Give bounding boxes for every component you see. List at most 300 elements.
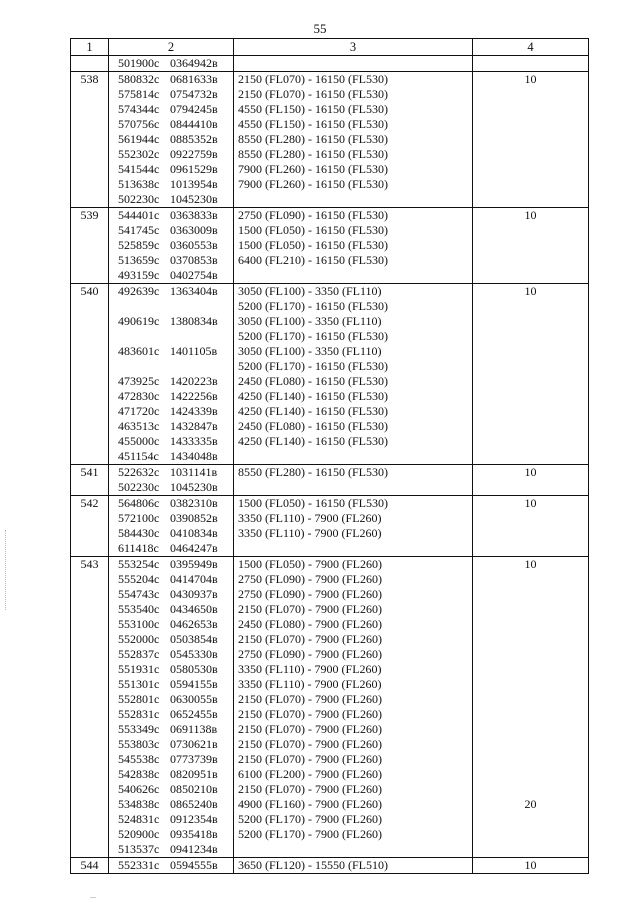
altitude-range: 2450 (FL080) - 16150 (FL530) [238, 374, 388, 388]
altitude-range: 5200 (FL170) - 16150 (FL530) [238, 299, 388, 313]
latitude: 553254с [118, 557, 160, 571]
altitude-range: 2150 (FL070) - 7900 (FL260) [238, 692, 382, 706]
latitude: 455000с [118, 434, 160, 448]
value [473, 602, 588, 617]
altitude-range: 1500 (FL050) - 16150 (FL530) [238, 496, 388, 510]
longitude: 0382310в [170, 496, 218, 510]
altitude-range-cell [234, 465, 473, 496]
zone-number-cell [71, 496, 109, 557]
latitude: 463513с [118, 419, 160, 433]
coordinate-line [109, 541, 233, 556]
value [473, 389, 588, 404]
altitude-range [234, 449, 472, 464]
value [473, 647, 588, 662]
value [473, 511, 588, 526]
table-header-row [71, 39, 589, 56]
altitude-range: 2150 (FL070) - 7900 (FL260) [238, 707, 382, 721]
altitude-range: 3350 (FL110) - 7900 (FL260) [238, 526, 382, 540]
coordinate-line [109, 662, 233, 677]
latitude: 552837с [118, 647, 160, 661]
latitude: 492639с [118, 284, 160, 298]
zone-row [71, 496, 589, 557]
longitude: 1013954в [170, 177, 218, 191]
altitude-range: 4900 (FL160) - 7900 (FL260) [238, 797, 382, 811]
coordinates-cell [109, 858, 234, 874]
altitude-range: 2150 (FL070) - 7900 (FL260) [238, 752, 382, 766]
value-cell [473, 208, 589, 284]
value-cell [473, 56, 589, 72]
altitude-range: 2150 (FL070) - 7900 (FL260) [238, 632, 382, 646]
value [473, 632, 588, 647]
altitude-range: 4550 (FL150) - 16150 (FL530) [238, 117, 388, 131]
latitude: 540626с [118, 782, 160, 796]
value [473, 842, 588, 857]
longitude: 0885352в [170, 132, 218, 146]
longitude: 1380834в [170, 314, 218, 328]
coordinate-line [109, 299, 233, 314]
value [473, 480, 588, 495]
longitude: 0691138в [170, 722, 218, 736]
altitude-range: 3050 (FL100) - 3350 (FL110) [238, 314, 382, 328]
altitude-range: 2750 (FL090) - 7900 (FL260) [238, 572, 382, 586]
coordinate-line [109, 268, 233, 283]
longitude: 0820951в [170, 767, 218, 781]
coordinate-line [109, 117, 233, 132]
coordinate-line [109, 449, 233, 464]
longitude: 0414704в [170, 572, 218, 586]
value [473, 268, 588, 283]
latitude: 553803с [118, 737, 160, 751]
latitude: 483601с [118, 344, 160, 358]
coordinate-line [109, 147, 233, 162]
value: 10 [524, 72, 537, 86]
altitude-range-cell [234, 56, 473, 72]
value [473, 449, 588, 464]
altitude-range: 5200 (FL170) - 7900 (FL260) [238, 827, 382, 841]
coordinates-cell [109, 557, 234, 858]
longitude: 0462653в [170, 617, 218, 631]
value [473, 692, 588, 707]
altitude-range: 4250 (FL140) - 16150 (FL530) [238, 389, 388, 403]
value-cell [473, 858, 589, 874]
altitude-range: 2750 (FL090) - 7900 (FL260) [238, 587, 382, 601]
coordinate-line [109, 632, 233, 647]
coordinate-line [109, 87, 233, 102]
value [473, 812, 588, 827]
altitude-range: 8550 (FL280) - 16150 (FL530) [238, 132, 388, 146]
longitude: 0363833в [170, 208, 218, 222]
latitude: 552331с [118, 858, 160, 872]
altitude-range: 2450 (FL080) - 7900 (FL260) [238, 617, 382, 631]
value [473, 102, 588, 117]
value [473, 767, 588, 782]
altitude-range: 2150 (FL070) - 7900 (FL260) [238, 722, 382, 736]
value [473, 299, 588, 314]
altitude-range: 1500 (FL050) - 16150 (FL530) [238, 238, 388, 252]
altitude-range: 6400 (FL210) - 16150 (FL530) [238, 253, 388, 267]
zone-number-cell [71, 858, 109, 874]
latitude: 473925с [118, 374, 160, 388]
value: 10 [524, 208, 537, 222]
latitude: 552000с [118, 632, 160, 646]
value: 10 [524, 465, 537, 479]
value: 10 [524, 858, 537, 872]
altitude-range: 3350 (FL110) - 7900 (FL260) [238, 511, 382, 525]
latitude: 554743с [118, 587, 160, 601]
zone-number: 544 [80, 858, 99, 872]
value [473, 707, 588, 722]
coordinate-line [109, 602, 233, 617]
value [473, 132, 588, 147]
value [473, 147, 588, 162]
altitude-range: 3050 (FL100) - 3350 (FL110) [238, 284, 382, 298]
zone-row [71, 465, 589, 496]
altitude-range: 2750 (FL090) - 7900 (FL260) [238, 647, 382, 661]
coordinates-cell [109, 465, 234, 496]
longitude: 1420223в [170, 374, 218, 388]
altitude-range: 3350 (FL110) - 7900 (FL260) [238, 677, 382, 691]
latitude: 513659с [118, 253, 160, 267]
coordinate-line [109, 404, 233, 419]
altitude-range: 2150 (FL070) - 7900 (FL260) [238, 602, 382, 616]
altitude-range: 1500 (FL050) - 7900 (FL260) [238, 557, 382, 571]
altitude-range-cell [234, 496, 473, 557]
latitude: 471720с [118, 404, 160, 418]
altitude-range: 4250 (FL140) - 16150 (FL530) [238, 434, 388, 448]
zone-row [71, 284, 589, 465]
longitude: 0434650в [170, 602, 218, 616]
longitude: 0794245в [170, 102, 218, 116]
longitude: 0410834в [170, 526, 218, 540]
zone-number: 538 [80, 72, 99, 86]
longitude: 0545330в [170, 647, 218, 661]
column-header: 2 [109, 39, 234, 56]
longitude: 0370853в [170, 253, 218, 267]
scan-artifact [90, 897, 96, 898]
value [473, 177, 588, 192]
value: 10 [524, 284, 537, 298]
longitude: 0430937в [170, 587, 218, 601]
coordinate-line [109, 557, 233, 572]
latitude: 525859с [118, 238, 160, 252]
latitude: 580832с [118, 72, 160, 86]
value [473, 752, 588, 767]
latitude: 542838с [118, 767, 160, 781]
longitude: 1433335в [170, 434, 218, 448]
coordinate-line [109, 858, 233, 873]
value: 10 [524, 496, 537, 510]
zone-number: 541 [80, 465, 99, 479]
zone-number-cell [71, 56, 109, 72]
latitude: 502230с [118, 192, 160, 206]
longitude: 0941234в [170, 842, 218, 856]
value [473, 329, 588, 344]
latitude: 552801с [118, 692, 160, 706]
coordinate-line [109, 374, 233, 389]
coordinate-line [109, 223, 233, 238]
value [473, 192, 588, 207]
altitude-range: 3650 (FL120) - 15550 (FL510) [238, 858, 388, 872]
coordinate-line [109, 389, 233, 404]
coordinates-cell [109, 284, 234, 465]
zone-number-cell [71, 465, 109, 496]
longitude: 0395949в [170, 557, 218, 571]
latitude: 552302с [118, 147, 160, 161]
zone-row [71, 56, 589, 72]
zone-number-cell [71, 557, 109, 858]
value-cell [473, 284, 589, 465]
zone-number [71, 56, 108, 71]
value [473, 617, 588, 632]
value [473, 314, 588, 329]
latitude: 493159с [118, 268, 160, 282]
latitude: 524831с [118, 812, 160, 826]
latitude: 551931с [118, 662, 160, 676]
coordinates-cell [109, 496, 234, 557]
latitude: 513638с [118, 177, 160, 191]
coordinate-line [109, 284, 233, 299]
longitude: 0652455в [170, 707, 218, 721]
value [473, 526, 588, 541]
longitude: 0681633в [170, 72, 218, 86]
value-cell [473, 72, 589, 208]
coordinate-line [109, 329, 233, 344]
zone-row [71, 858, 589, 874]
coordinate-line [109, 344, 233, 359]
altitude-range [234, 842, 472, 857]
longitude: 0844410в [170, 117, 218, 131]
column-header: 3 [234, 39, 473, 56]
value [473, 162, 588, 177]
altitude-range: 4550 (FL150) - 16150 (FL530) [238, 102, 388, 116]
longitude: 0402754в [170, 268, 218, 282]
altitude-range: 2150 (FL070) - 7900 (FL260) [238, 782, 382, 796]
value [473, 737, 588, 752]
zone-number-cell [71, 208, 109, 284]
altitude-range: 6100 (FL200) - 7900 (FL260) [238, 767, 382, 781]
latitude: 555204с [118, 572, 160, 586]
coordinate-line [109, 238, 233, 253]
altitude-range: 8550 (FL280) - 16150 (FL530) [238, 147, 388, 161]
coordinate-line [109, 677, 233, 692]
longitude: 0754732в [170, 87, 218, 101]
coordinate-line [109, 132, 233, 147]
zone-number: 539 [80, 208, 99, 222]
latitude: 575814с [118, 87, 160, 101]
longitude: 0363009в [170, 223, 218, 237]
table-body [71, 56, 589, 874]
latitude: 513537с [118, 842, 160, 856]
value [473, 662, 588, 677]
longitude: 0922759в [170, 147, 218, 161]
latitude: 451154с [118, 449, 159, 463]
coordinate-line [109, 192, 233, 207]
longitude: 0773739в [170, 752, 218, 766]
zone-row [71, 72, 589, 208]
longitude: 0630055в [170, 692, 218, 706]
coordinate-line [109, 617, 233, 632]
latitude: 541745с [118, 223, 160, 237]
latitude: 544401с [118, 208, 160, 222]
longitude: 0390852в [170, 511, 218, 525]
longitude: 1045230в [170, 480, 218, 494]
latitude: 472830с [118, 389, 160, 403]
value [473, 253, 588, 268]
longitude: 1422256в [170, 389, 218, 403]
zone-number-cell [71, 284, 109, 465]
value [473, 572, 588, 587]
longitude: 0594155в [170, 677, 218, 691]
coordinate-line [109, 797, 233, 812]
coordinate-line [109, 526, 233, 541]
longitude: 0360553в [170, 238, 218, 252]
value [473, 677, 588, 692]
altitude-range: 2150 (FL070) - 16150 (FL530) [238, 72, 388, 86]
coordinate-line [109, 767, 233, 782]
longitude: 1424339в [170, 404, 218, 418]
latitude: 552831с [118, 707, 160, 721]
longitude: 1031141в [170, 465, 218, 479]
altitude-range: 2750 (FL090) - 16150 (FL530) [238, 208, 388, 222]
coordinate-line [109, 572, 233, 587]
altitude-range-cell [234, 557, 473, 858]
longitude: 1363404в [170, 284, 218, 298]
latitude: 561944с [118, 132, 160, 146]
latitude: 551301с [118, 677, 160, 691]
latitude: 574344с [118, 102, 160, 116]
longitude: 0935418в [170, 827, 218, 841]
altitude-range: 2450 (FL080) - 16150 (FL530) [238, 419, 388, 433]
coordinate-line [109, 480, 233, 495]
longitude: 0580530в [170, 662, 218, 676]
longitude: 0594555в [170, 858, 218, 872]
zone-row [71, 557, 589, 858]
coordinate-line [109, 208, 233, 223]
latitude: 545538с [118, 752, 160, 766]
altitude-range: 2150 (FL070) - 16150 (FL530) [238, 87, 388, 101]
value: 10 [524, 557, 537, 571]
coordinates-cell [109, 208, 234, 284]
coordinate-line [109, 465, 233, 480]
altitude-range [234, 541, 472, 556]
longitude: 0912354в [170, 812, 218, 826]
altitude-range: 5200 (FL170) - 16150 (FL530) [238, 359, 388, 373]
value [473, 374, 588, 389]
altitude-range [234, 268, 472, 283]
altitude-range: 3050 (FL100) - 3350 (FL110) [238, 344, 382, 358]
value [473, 434, 588, 449]
longitude: 1401105в [170, 344, 218, 358]
longitude: 0865240в [170, 797, 218, 811]
latitude: 564806с [118, 496, 160, 510]
airspace-table [70, 38, 589, 874]
coordinate-line [109, 511, 233, 526]
coordinate-line [109, 102, 233, 117]
value: 20 [524, 797, 537, 811]
coordinate-line [109, 812, 233, 827]
page-number: 55 [313, 21, 327, 36]
altitude-range-cell [234, 72, 473, 208]
coordinate-line [109, 253, 233, 268]
latitude: 572100с [118, 511, 160, 525]
coordinate-line [109, 177, 233, 192]
latitude: 520900с [118, 827, 160, 841]
coordinate-line [109, 752, 233, 767]
scan-artifact [5, 530, 7, 610]
coordinate-line [109, 419, 233, 434]
altitude-range: 3350 (FL110) - 7900 (FL260) [238, 662, 382, 676]
value [473, 404, 588, 419]
altitude-range [234, 192, 472, 207]
value [473, 359, 588, 374]
altitude-range: 7900 (FL260) - 16150 (FL530) [238, 177, 388, 191]
latitude: 501900с [118, 56, 160, 70]
coordinate-line [109, 72, 233, 87]
latitude: 522632с [118, 465, 160, 479]
value [473, 344, 588, 359]
altitude-range: 1500 (FL050) - 16150 (FL530) [238, 223, 388, 237]
longitude: 0364942в [170, 56, 218, 70]
latitude: 553540с [118, 602, 160, 616]
latitude: 553100с [118, 617, 160, 631]
coordinate-line [109, 692, 233, 707]
longitude: 1432847в [170, 419, 218, 433]
value-cell [473, 496, 589, 557]
altitude-range-cell [234, 284, 473, 465]
value-cell [473, 465, 589, 496]
value [473, 541, 588, 556]
value [473, 117, 588, 132]
altitude-range [234, 480, 472, 495]
latitude: 553349с [118, 722, 160, 736]
altitude-range: 7900 (FL260) - 16150 (FL530) [238, 162, 388, 176]
value-cell [473, 557, 589, 858]
latitude: 534838с [118, 797, 160, 811]
coordinate-line [109, 434, 233, 449]
value [473, 223, 588, 238]
coordinate-line [109, 162, 233, 177]
coordinate-line [109, 647, 233, 662]
zone-number: 540 [80, 284, 99, 298]
latitude: 611418с [118, 541, 159, 555]
longitude: 1045230в [170, 192, 218, 206]
column-header: 1 [71, 39, 109, 56]
value [473, 56, 588, 71]
coordinate-line [109, 722, 233, 737]
latitude: 570756с [118, 117, 160, 131]
value [473, 827, 588, 842]
altitude-range [234, 56, 472, 71]
zone-row [71, 208, 589, 284]
latitude: 541544с [118, 162, 160, 176]
latitude: 490619с [118, 314, 160, 328]
longitude: 0464247в [170, 541, 218, 555]
altitude-range-cell [234, 208, 473, 284]
value [473, 87, 588, 102]
altitude-range: 8550 (FL280) - 16150 (FL530) [238, 465, 388, 479]
value [473, 419, 588, 434]
value [473, 782, 588, 797]
altitude-range: 5200 (FL170) - 7900 (FL260) [238, 812, 382, 826]
altitude-range: 5200 (FL170) - 16150 (FL530) [238, 329, 388, 343]
longitude: 0730621в [170, 737, 218, 751]
coordinate-line [109, 359, 233, 374]
coordinate-line [109, 827, 233, 842]
coordinate-line [109, 842, 233, 857]
coordinates-cell [109, 56, 234, 72]
longitude: 0850210в [170, 782, 218, 796]
value [473, 238, 588, 253]
